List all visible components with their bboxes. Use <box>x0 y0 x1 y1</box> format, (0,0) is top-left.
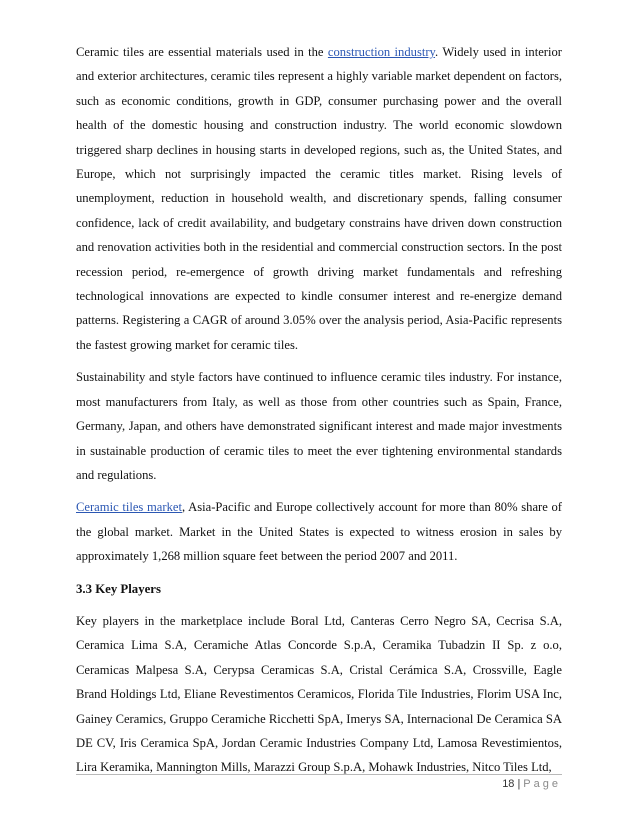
paragraph-market-share <box>76 495 562 568</box>
construction-industry-link[interactable]: construction industry <box>327 45 436 59</box>
page-label: Page <box>523 778 561 790</box>
paragraph-text: Ceramic tiles are essential materials used in the <box>76 45 328 59</box>
footer-divider <box>76 774 562 775</box>
page-number: 18 <box>502 778 515 790</box>
section-heading-key-players: 3.3 Key Players <box>76 581 161 596</box>
paragraph-text: Sustainability and style factors have continued to influence ceramic tiles industry. For instance, most manufacturers from Italy, as well as those from other countries such as Spain, France, Germany, Japan, and others have demonstrated significant interest and made major investments in sustainable production of ceramic tiles to meet the ever tightening environmental standards and regulations. <box>76 370 562 482</box>
ceramic-tiles-market-link[interactable]: Ceramic tiles market <box>76 500 182 515</box>
paragraph-ceramic-tiles-overview <box>76 40 562 357</box>
paragraph-text: Key players in the marketplace include Boral Ltd, Canteras Cerro Negro SA, Cecrisa S.A, Ceramica Lima S.A, Ceramiche Atlas Concorde S.p.A, Ceramika Tubadzin II Sp. z o.o, Ceramicas Malpesa S.A, Cerypsa Ceramicas S.A, Cristal Cerámica S.A, Crossville, Eagle Brand Holdings Ltd, Eliane Revestimentos Ceramicos, Florida Tile Industries, Florim USA Inc, Gainey Ceramics, Gruppo Ceramiche Ricchetti SpA, Imerys SA, Internacional De Ceramica SA DE CV, Iris Ceramica SpA, Jordan Ceramic Industries Company Ltd, Lamosa Revestimientos, Lira Keramika, Mannington Mills, Marazzi Group S.p.A, Mohawk Industries, Nitco Tiles Ltd, <box>76 613 562 775</box>
paragraph-text: , Asia-Pacific and Europe collectively account for more than 80% share of the global market. Market in the United States is expected to witness erosion in sales by approximately 1,268 million square feet between the period 2007 and 2011. <box>76 500 562 564</box>
paragraph-text: . Widely used in interior and exterior architectures, ceramic tiles represent a highly variable market dependent on factors, such as economic conditions, growth in GDP, consumer purchasing power and the overall health of the domestic housing and construction industry. The world economic slowdown triggered sharp declines in housing starts in developed regions, such as, the United States, and Europe, which not surprisingly impacted the ceramic titles market. Rising levels of unemployment, reduction in household wealth, and discretionary spends, falling consumer confidence, lack of credit availability, and budgetary constrains have driven down construction and renovation activities both in the residential and commercial construction sectors. In the post recession period, re-emergence of growth driving market fundamentals and refreshing technological innovations are expected to kindle consumer interest and re-energize demand patterns. Registering a CAGR of around 3.05% over the analysis period, Asia-Pacific represents the fastest growing market for ceramic tiles. <box>76 45 562 352</box>
page-body <box>76 40 562 780</box>
footer-separator: | <box>517 778 521 790</box>
page-footer <box>502 777 561 791</box>
paragraph-key-players-list <box>76 609 562 780</box>
paragraph-sustainability <box>76 365 562 487</box>
